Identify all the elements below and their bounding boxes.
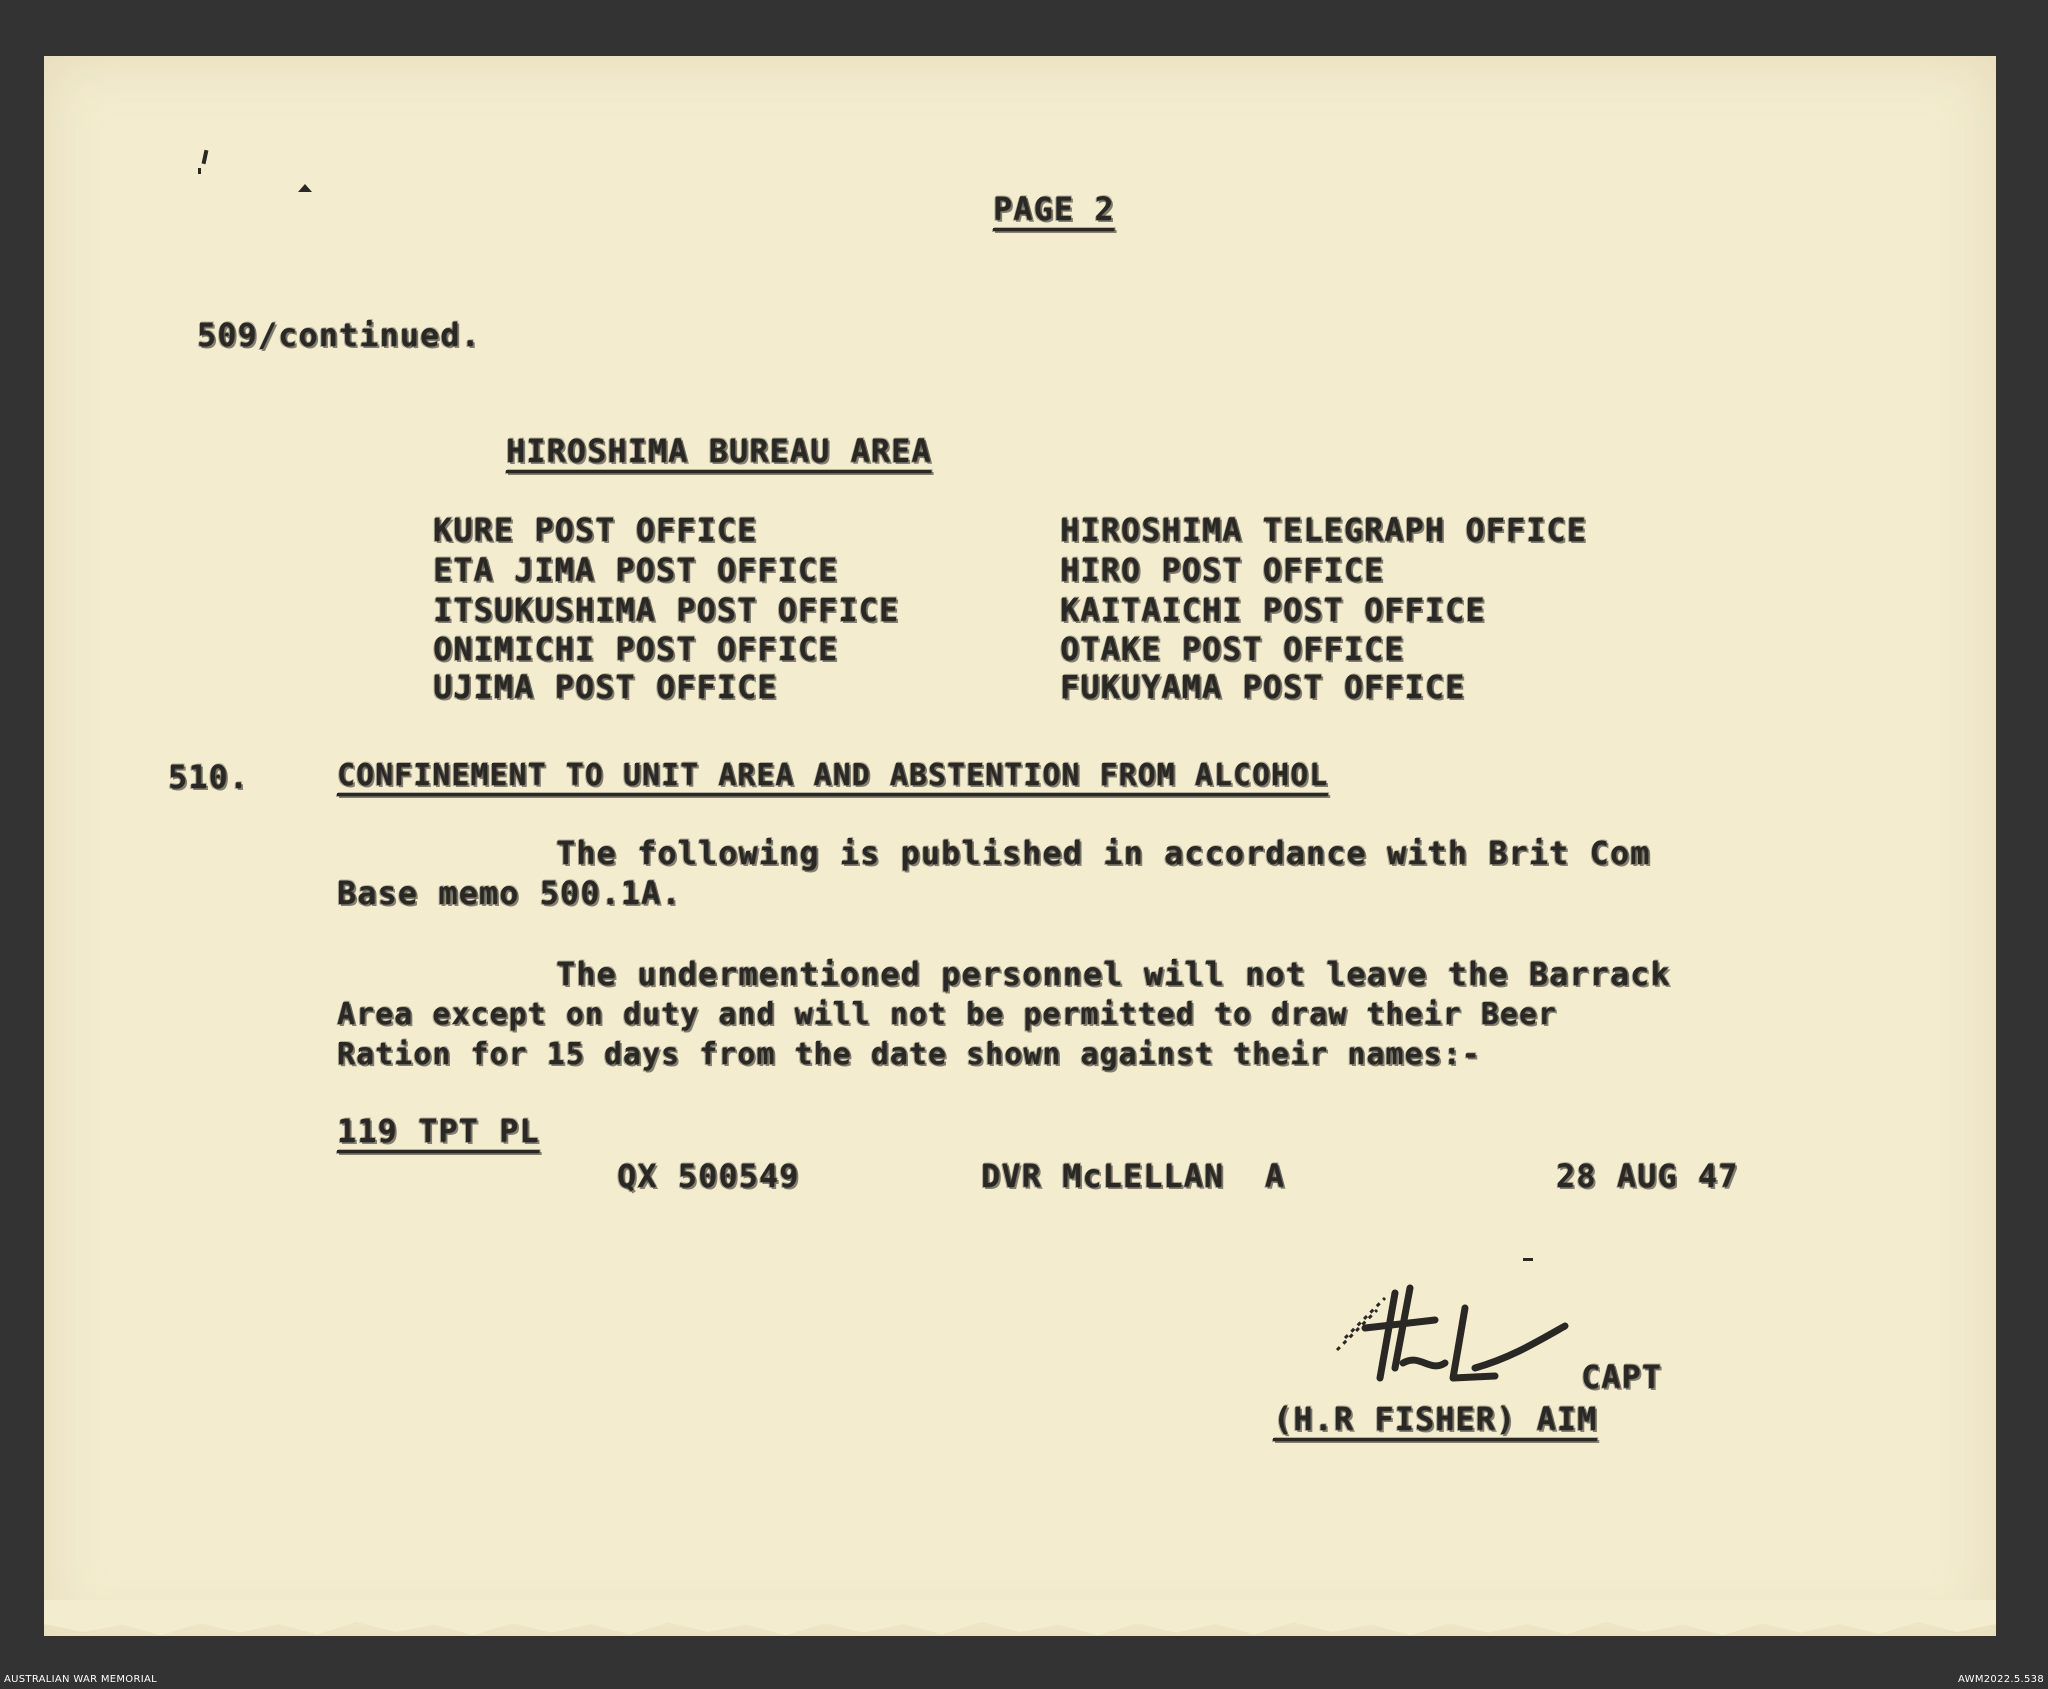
office-right-5: FUKUYAMA POST OFFICE [1060, 668, 1466, 706]
section-heading: CONFINEMENT TO UNIT AREA AND ABSTENTION FROM ALCOHOL [337, 758, 1329, 793]
paragraph-1-line-1: The following is published in accordance with Brit Com [556, 834, 1651, 872]
office-right-1: HIROSHIMA TELEGRAPH OFFICE [1060, 511, 1587, 549]
footer-reference: AWM2022.5.538 [1958, 1674, 2044, 1685]
paragraph-2-line-1: The undermentioned personnel will not leave the Barrack [556, 955, 1671, 993]
office-right-4: OTAKE POST OFFICE [1060, 630, 1405, 668]
entry-date: 28 AUG 47 [1556, 1157, 1739, 1195]
personnel-name: DVR McLELLAN A [981, 1157, 1285, 1195]
unit-label: 119 TPT PL [337, 1112, 540, 1150]
ink-speck [1523, 1258, 1533, 1261]
handwritten-signature [1325, 1268, 1585, 1398]
ink-speck [198, 168, 201, 174]
paragraph-2-line-2: Area except on duty and will not be permitted to draw their Beer [337, 997, 1557, 1032]
office-left-3: ITSUKUSHIMA POST OFFICE [433, 591, 900, 629]
office-left-5: UJIMA POST OFFICE [433, 668, 778, 706]
section-number: 510. [168, 758, 250, 796]
paragraph-1-line-2: Base memo 500.1A. [337, 874, 682, 912]
office-left-4: ONIMICHI POST OFFICE [433, 630, 839, 668]
continuation-line: 509/continued. [197, 316, 481, 354]
area-heading: HIROSHIMA BUREAU AREA [506, 432, 932, 470]
signature-rank: CAPT [1581, 1358, 1663, 1396]
paragraph-2-line-3: Ration for 15 days from the date shown against their names:- [337, 1037, 1481, 1072]
service-number: QX 500549 [617, 1157, 800, 1195]
signature-name: (H.R FISHER) AIM [1273, 1400, 1598, 1438]
footer-institution: AUSTRALIAN WAR MEMORIAL [4, 1674, 157, 1685]
office-left-1: KURE POST OFFICE [433, 511, 758, 549]
office-right-2: HIRO POST OFFICE [1060, 551, 1385, 589]
office-right-3: KAITAICHI POST OFFICE [1060, 591, 1486, 629]
page-heading: PAGE 2 [993, 190, 1115, 228]
office-left-2: ETA JIMA POST OFFICE [433, 551, 839, 589]
